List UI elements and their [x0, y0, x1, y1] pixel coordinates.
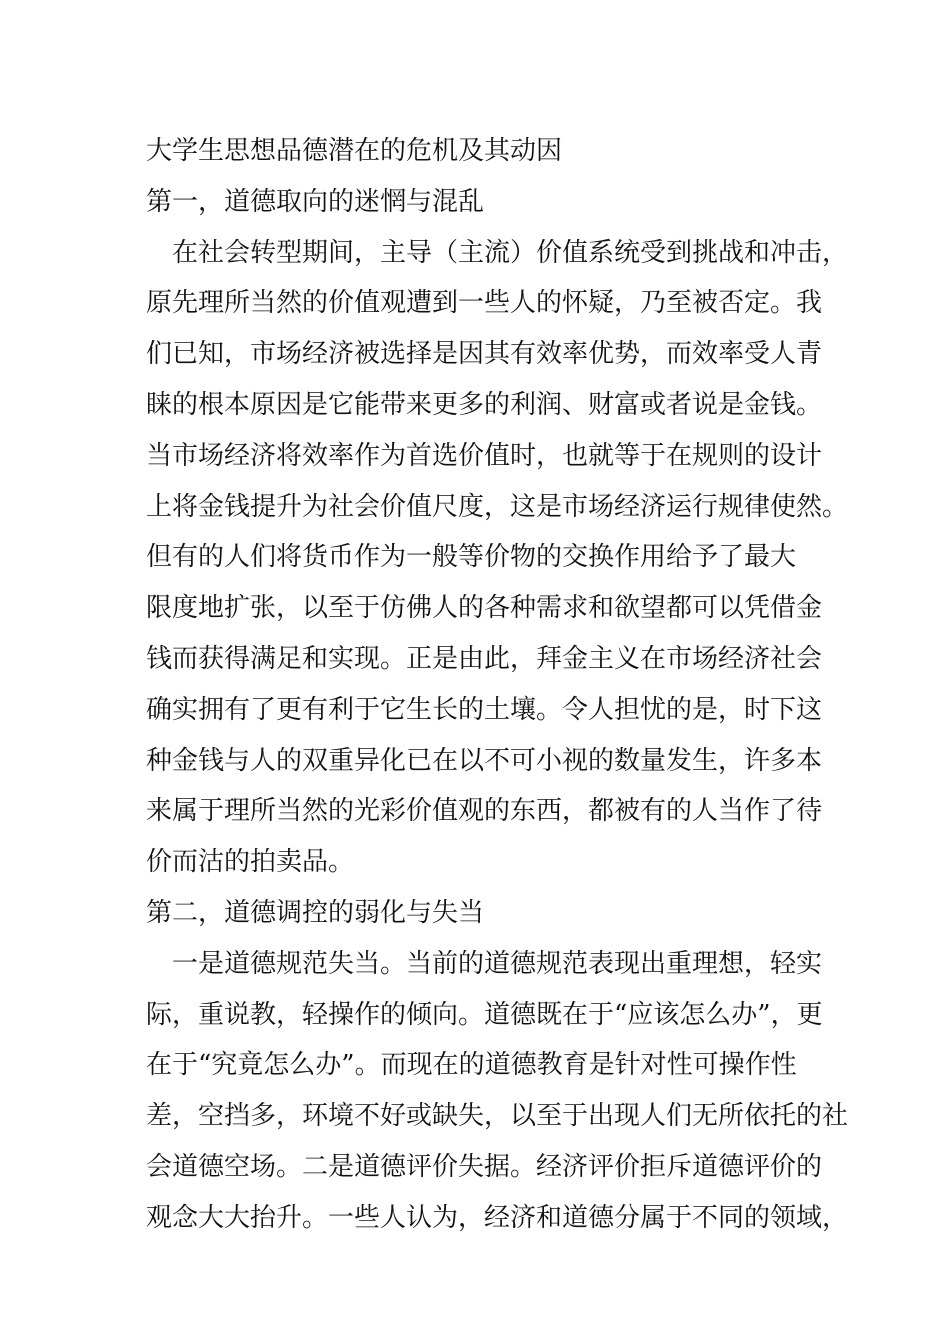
- paragraph-line: 会道德空场。二是道德评价失据。经济评价拒斥道德评价的: [146, 1151, 823, 1182]
- paragraph-line: 睐的根本原因是它能带来更多的利润、财富或者说是金钱。: [146, 389, 823, 420]
- document-body: [146, 126, 849, 1244]
- paragraph-line: 际，重说教，轻操作的倾向。道德既在于“应该怎么办”，更: [146, 999, 823, 1030]
- paragraph-line: 一是道德规范失当。当前的道德规范表现出重理想，轻实: [172, 948, 823, 979]
- paragraph-line: 在社会转型期间，主导（主流）价值系统受到挑战和冲击，: [172, 237, 849, 268]
- paragraph-line: 钱而获得满足和实现。正是由此，拜金主义在市场经济社会: [146, 643, 823, 674]
- paragraph-line: 来属于理所当然的光彩价值观的东西，都被有的人当作了待: [146, 796, 823, 827]
- paragraph-line: 们已知，市场经济被选择是因其有效率优势，而效率受人青: [146, 339, 823, 370]
- paragraph-line: 种金钱与人的双重异化已在以不可小视的数量发生，许多本: [146, 745, 823, 776]
- paragraph-line: 限度地扩张，以至于仿佛人的各种需求和欲望都可以凭借金: [146, 593, 823, 624]
- paragraph-line: 但有的人们将货币作为一般等价物的交换作用给予了最大: [146, 542, 797, 573]
- paragraph-line: 原先理所当然的价值观遭到一些人的怀疑，乃至被否定。我: [146, 288, 823, 319]
- document-title: 大学生思想品德潜在的危机及其动因: [146, 136, 563, 166]
- section-heading-2: 第二，道德调控的弱化与失当: [146, 897, 485, 928]
- paragraph-line: 差，空挡多，环境不好或缺失，以至于出现人们无所依托的社: [146, 1101, 849, 1132]
- paragraph-line: 价而沽的拍卖品。: [146, 847, 355, 878]
- paragraph-line: 当市场经济将效率作为首选价值时，也就等于在规则的设计: [146, 440, 823, 471]
- section-heading-1: 第一，道德取向的迷惘与混乱: [146, 186, 485, 217]
- paragraph-line: 观念大大抬升。一些人认为，经济和道德分属于不同的领域，: [146, 1202, 849, 1233]
- paragraph-line: 在于“究竟怎么办”。而现在的道德教育是针对性可操作性: [146, 1050, 797, 1081]
- paragraph-line: 上将金钱提升为社会价值尺度，这是市场经济运行规律使然。: [146, 491, 849, 522]
- paragraph-line: 确实拥有了更有利于它生长的土壤。令人担忧的是，时下这: [146, 694, 823, 725]
